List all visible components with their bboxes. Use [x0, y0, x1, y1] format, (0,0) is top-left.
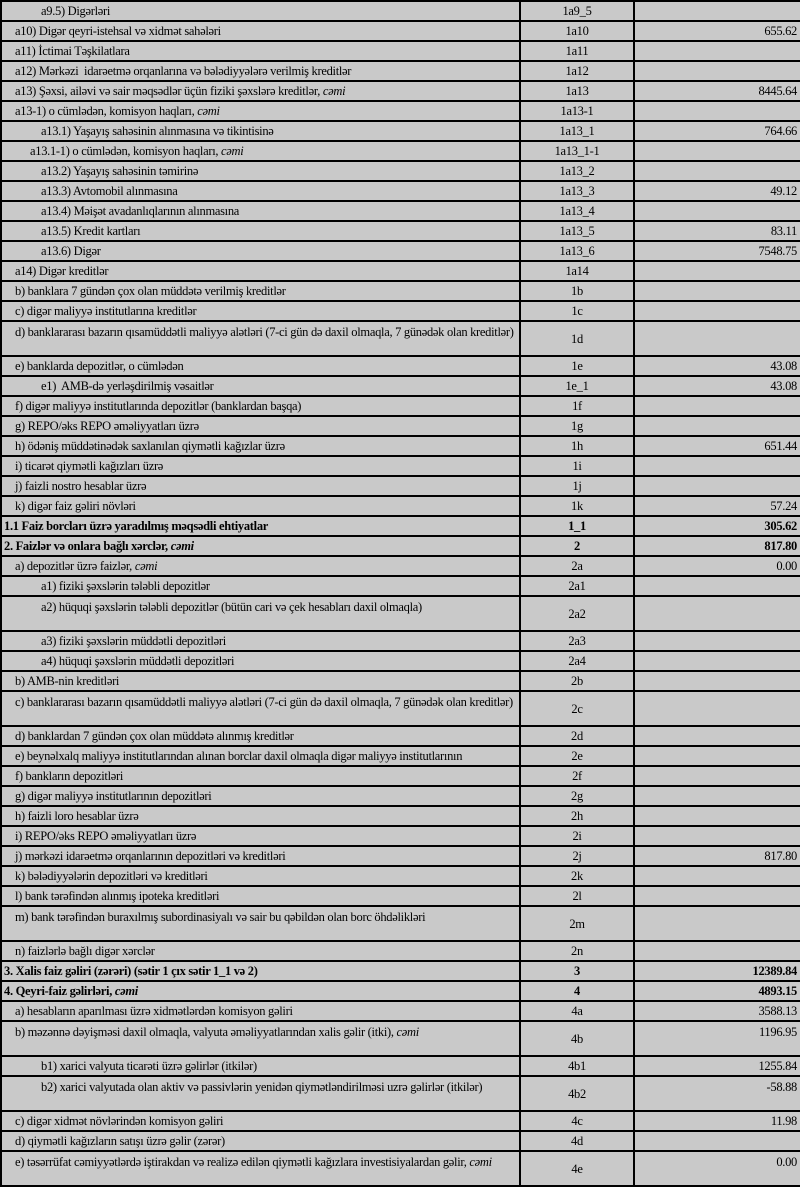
- row-description: [2, 302, 521, 320]
- row-value: 8445.64: [758, 84, 797, 98]
- row-description-text: g) digər maliyyə institutlarının depozitləri: [15, 789, 212, 803]
- row-code: 1a13_6: [521, 242, 635, 260]
- row-description-text: a13.6) Digər: [41, 244, 101, 258]
- row-code: 1_1: [521, 517, 635, 535]
- table-row: [2, 417, 800, 437]
- row-value: [635, 202, 800, 220]
- table-row: [2, 767, 800, 787]
- row-description-em: cəmi: [322, 84, 346, 98]
- row-description: [2, 982, 521, 1000]
- row-description: [2, 652, 521, 670]
- row-value: 651.44: [764, 439, 797, 453]
- row-description-text: a2) hüquqi şəxslərin tələbli depozitlər (bütün cari və çek hesabları daxil olmaqla): [41, 600, 422, 614]
- row-description-text: 1.1 Faiz borcları üzrə yaradılmış məqsədli ehtiyatlar: [4, 519, 269, 533]
- row-value: 764.66: [764, 124, 797, 138]
- row-description-text: g) REPO/əks REPO əməliyyatları üzrə: [15, 419, 199, 433]
- table-row: [2, 437, 800, 457]
- row-description: [2, 942, 521, 960]
- row-description-text: i) REPO/əks REPO əməliyyatları üzrə: [15, 829, 197, 843]
- row-description-text: j) faizli nostro hesablar üzrə: [15, 479, 147, 493]
- row-description: [2, 102, 521, 120]
- row-value: [635, 262, 800, 280]
- row-code: 2n: [521, 942, 635, 960]
- row-description: [2, 437, 521, 455]
- row-value: [635, 747, 800, 765]
- table-row: [2, 672, 800, 692]
- table-row: [2, 62, 800, 82]
- row-description: [2, 747, 521, 765]
- row-value: [635, 907, 800, 940]
- row-code: 4: [521, 982, 635, 1000]
- table-row: [2, 42, 800, 62]
- row-value: 0.00: [776, 1155, 797, 1169]
- table-row: [2, 2, 800, 22]
- row-description: [2, 377, 521, 395]
- row-description: [2, 577, 521, 595]
- row-value: [635, 457, 800, 475]
- table-row: [2, 1002, 800, 1022]
- row-code: 1e_1: [521, 377, 635, 395]
- row-description: [2, 632, 521, 650]
- row-description: [2, 1132, 521, 1150]
- row-value: 655.62: [764, 24, 797, 38]
- row-value: 817.80: [764, 539, 797, 553]
- row-code: 2i: [521, 827, 635, 845]
- row-description: [2, 962, 521, 980]
- row-code: 3: [521, 962, 635, 980]
- row-value: 7548.75: [758, 244, 797, 258]
- row-code: 1g: [521, 417, 635, 435]
- row-description: [2, 1022, 521, 1055]
- table-row: [2, 597, 800, 632]
- row-description-em: cəmi: [469, 1155, 492, 1169]
- table-row: [2, 907, 800, 942]
- row-code: 4b: [521, 1022, 635, 1055]
- row-description-em: cəmi: [396, 1025, 419, 1039]
- row-description: [2, 357, 521, 375]
- row-value: [635, 672, 800, 690]
- row-value: 3588.13: [758, 1004, 797, 1018]
- row-value: [635, 282, 800, 300]
- row-code: 1a13: [521, 82, 635, 100]
- table-row: [2, 652, 800, 672]
- row-description-text: a1) fiziki şəxslərin tələbli depozitlər: [41, 579, 210, 593]
- row-code: 1i: [521, 457, 635, 475]
- row-description-text: e1) AMB-də yerləşdirilmiş vəsaitlər: [41, 379, 214, 393]
- table-row: [2, 747, 800, 767]
- row-code: 2m: [521, 907, 635, 940]
- table-row: [2, 517, 800, 537]
- row-description-text: a13.3) Avtomobil alınmasına: [41, 184, 178, 198]
- row-value: 11.98: [770, 1114, 797, 1128]
- row-value: 4893.15: [758, 984, 797, 998]
- row-description: [2, 457, 521, 475]
- row-code: 2: [521, 537, 635, 555]
- row-value: [635, 787, 800, 805]
- row-code: 4c: [521, 1112, 635, 1130]
- row-description-em: cəmi: [170, 539, 194, 553]
- table-row: [2, 202, 800, 222]
- row-description-text: a13.2) Yaşayış sahəsinin təmirinə: [41, 164, 199, 178]
- row-value: -58.88: [766, 1080, 797, 1094]
- row-description: [2, 727, 521, 745]
- row-description-text: f) bankların depozitləri: [15, 769, 124, 783]
- row-value: 57.24: [770, 499, 797, 513]
- row-description-text: a3) fiziki şəxslərin müddətli depozitləri: [41, 634, 226, 648]
- row-description-em: cəmi: [197, 104, 220, 118]
- row-description: [2, 202, 521, 220]
- row-description-text: j) mərkəzi idarəetmə orqanlarının depozitləri və kreditləri: [15, 849, 286, 863]
- table-row: [2, 787, 800, 807]
- table-row: [2, 887, 800, 907]
- row-value: [635, 102, 800, 120]
- row-description: [2, 142, 521, 160]
- row-description-text: a) depozitlər üzrə faizlər,: [15, 559, 135, 573]
- row-description-text: c) digər maliyyə institutlarına kreditlər: [15, 304, 197, 318]
- row-description: [2, 242, 521, 260]
- table-row: [2, 82, 800, 102]
- table-row: [2, 322, 800, 357]
- row-description: [2, 1002, 521, 1020]
- row-value: [635, 1132, 800, 1150]
- row-description-text: h) ödəniş müddətinədək saxlanılan qiymətli kağızlar üzrə: [15, 439, 285, 453]
- row-code: 1h: [521, 437, 635, 455]
- row-description: [2, 497, 521, 515]
- row-value: [635, 727, 800, 745]
- row-code: 2b: [521, 672, 635, 690]
- row-description-text: k) digər faiz gəliri növləri: [15, 499, 136, 513]
- row-description-text: e) təsərrüfat cəmiyyətlərdə iştirakdan və realizə edilən qiymətli kağızlara investisiyalardan gəlir,: [15, 1155, 470, 1169]
- row-description-text: a10) Digər qeyri-istehsal və xidmət sahələri: [15, 24, 221, 38]
- row-description-text: a14) Digər kreditlər: [15, 264, 109, 278]
- row-code: 4e: [521, 1152, 635, 1185]
- row-description-text: a11) İctimai Təşkilatlara: [15, 44, 130, 58]
- row-value: [635, 477, 800, 495]
- row-description-text: n) faizlərlə bağlı digər xərclər: [15, 944, 155, 958]
- row-code: 1a13_3: [521, 182, 635, 200]
- row-code: 1a13_1-1: [521, 142, 635, 160]
- row-code: 2a1: [521, 577, 635, 595]
- row-code: 2e: [521, 747, 635, 765]
- row-code: 2g: [521, 787, 635, 805]
- table-row: [2, 22, 800, 42]
- row-description-text: b2) xarici valyutada olan aktiv və passivlərin yenidən qiymətləndirilməsi uzrə gəlirlər (itkilər): [41, 1080, 483, 1094]
- row-code: 1a13_4: [521, 202, 635, 220]
- table-row: [2, 477, 800, 497]
- row-value: [635, 942, 800, 960]
- row-description-em: cəmi: [114, 984, 138, 998]
- row-code: 1a9_5: [521, 2, 635, 20]
- table-row: [2, 942, 800, 962]
- row-description: [2, 322, 521, 355]
- row-code: 1k: [521, 497, 635, 515]
- table-row: [2, 1152, 800, 1187]
- row-code: 1a13_5: [521, 222, 635, 240]
- row-description-text: a13-1) o cümlədən, komisyon haqları,: [15, 104, 198, 118]
- row-code: 4d: [521, 1132, 635, 1150]
- row-description-em: cəmi: [221, 144, 244, 158]
- row-description-text: l) bank tərəfindən alınmış ipoteka kreditləri: [15, 889, 220, 903]
- row-value: [635, 632, 800, 650]
- row-description: [2, 692, 521, 725]
- table-row: [2, 807, 800, 827]
- row-description: [2, 397, 521, 415]
- table-row: [2, 357, 800, 377]
- row-code: 1a10: [521, 22, 635, 40]
- row-description-text: b) məzənnə dəyişməsi daxil olmaqla, valyuta əməliyyatlarından xalis gəlir (itki),: [15, 1025, 397, 1039]
- row-code: 2c: [521, 692, 635, 725]
- row-value: 43.08: [770, 379, 797, 393]
- row-value: [635, 577, 800, 595]
- row-description: [2, 1152, 521, 1185]
- row-description: [2, 1057, 521, 1075]
- row-description: [2, 182, 521, 200]
- row-value: [635, 302, 800, 320]
- table-row: [2, 377, 800, 397]
- row-description-text: 3. Xalis faiz gəliri (zərəri) (sətir 1 çıx sətir 1_1 və 2): [4, 964, 258, 978]
- table-row: [2, 962, 800, 982]
- table-row: [2, 142, 800, 162]
- row-code: 1a13_2: [521, 162, 635, 180]
- row-value: [635, 62, 800, 80]
- row-description: [2, 907, 521, 940]
- table-row: [2, 557, 800, 577]
- row-code: 1a12: [521, 62, 635, 80]
- row-code: 2a4: [521, 652, 635, 670]
- table-row: [2, 537, 800, 557]
- row-code: 4b2: [521, 1077, 635, 1110]
- row-description: [2, 557, 521, 575]
- row-value: [635, 397, 800, 415]
- table-row: [2, 727, 800, 747]
- row-value: [635, 322, 800, 355]
- table-row: [2, 1077, 800, 1112]
- row-description: [2, 597, 521, 630]
- row-description-text: e) beynəlxalq maliyyə institutlarından alınan borclar daxil olmaqla digər maliyyə institutlarının: [15, 749, 463, 763]
- table-row: [2, 577, 800, 597]
- row-code: 1j: [521, 477, 635, 495]
- row-description-text: a) hesabların aparılması üzrə xidmətlərdən komisyon gəliri: [15, 1004, 293, 1018]
- row-description: [2, 787, 521, 805]
- table-row: [2, 692, 800, 727]
- table-row: [2, 1132, 800, 1152]
- row-code: 2h: [521, 807, 635, 825]
- row-description-text: f) digər maliyyə institutlarında depozitlər (banklardan başqa): [15, 399, 302, 413]
- row-description-text: b1) xarici valyuta ticarəti üzrə gəlirlər (itkilər): [41, 1059, 257, 1073]
- table-row: [2, 827, 800, 847]
- row-description-text: b) AMB-nin kreditləri: [15, 674, 120, 688]
- row-description: [2, 262, 521, 280]
- row-description-text: a12) Mərkəzi idarəetmə orqanlarına və bələdiyyələrə verilmiş kreditlər: [15, 64, 352, 78]
- row-description-text: c) digər xidmət növlərindən komisyon gəliri: [15, 1114, 224, 1128]
- table-row: [2, 867, 800, 887]
- row-description-text: a4) hüquqi şəxslərin müddətli depozitləri: [41, 654, 235, 668]
- row-description: [2, 222, 521, 240]
- row-description: [2, 537, 521, 555]
- row-description: [2, 42, 521, 60]
- row-value: [635, 597, 800, 630]
- row-code: 1b: [521, 282, 635, 300]
- row-description: [2, 417, 521, 435]
- row-description-text: d) qiymətli kağızların satışı üzrə gəlir (zərər): [15, 1134, 225, 1148]
- row-value: 43.08: [770, 359, 797, 373]
- row-value: [635, 2, 800, 20]
- row-description-text: d) banklardan 7 gündən çox olan müddətə alınmış kreditlər: [15, 729, 294, 743]
- row-description-text: a13.4) Məişət avadanlıqlarının alınmasına: [41, 204, 240, 218]
- row-value: [635, 887, 800, 905]
- row-value: [635, 652, 800, 670]
- row-description: [2, 1112, 521, 1130]
- table-row: [2, 847, 800, 867]
- table-row: [2, 1057, 800, 1077]
- row-description: [2, 22, 521, 40]
- row-description: [2, 847, 521, 865]
- row-description-text: d) banklararası bazarın qısamüddətli maliyyə alətləri (7-ci gün də daxil olmaqla, 7 günədək olan kreditlər): [15, 325, 514, 339]
- row-code: 1a11: [521, 42, 635, 60]
- row-code: 2a: [521, 557, 635, 575]
- row-description-text: k) bələdiyyələrin depozitləri və kreditləri: [15, 869, 208, 883]
- row-value: [635, 162, 800, 180]
- table-row: [2, 457, 800, 477]
- row-description-text: b) banklara 7 gündən çox olan müddətə verilmiş kreditlər: [15, 284, 286, 298]
- row-code: 2f: [521, 767, 635, 785]
- table-row: [2, 262, 800, 282]
- table-row: [2, 122, 800, 142]
- row-value: 12389.84: [752, 964, 797, 978]
- row-code: 2d: [521, 727, 635, 745]
- row-value: 0.00: [776, 559, 797, 573]
- row-value: [635, 692, 800, 725]
- row-value: 83.11: [770, 224, 797, 238]
- row-value: [635, 867, 800, 885]
- row-value: 305.62: [764, 519, 797, 533]
- row-code: 4a: [521, 1002, 635, 1020]
- row-description-text: a9.5) Digərləri: [41, 4, 111, 18]
- row-code: 1a13_1: [521, 122, 635, 140]
- table-row: [2, 222, 800, 242]
- table-row: [2, 242, 800, 262]
- row-description-text: c) banklararası bazarın qısamüddətli maliyyə alətləri (7-ci gün də daxil olmaqla, 7 günədək olan kreditlər): [15, 695, 513, 709]
- row-value: 49.12: [770, 184, 797, 198]
- table-row: [2, 302, 800, 322]
- row-code: 4b1: [521, 1057, 635, 1075]
- row-description: [2, 282, 521, 300]
- row-description-text: e) banklarda depozitlər, o cümlədən: [15, 359, 184, 373]
- row-description-text: 4. Qeyri-faiz gəlirləri,: [4, 984, 115, 998]
- row-description: [2, 807, 521, 825]
- table-row: [2, 1112, 800, 1132]
- row-description: [2, 1077, 521, 1110]
- row-code: 2a2: [521, 597, 635, 630]
- row-description-text: i) ticarət qiymətli kağızları üzrə: [15, 459, 164, 473]
- row-description: [2, 162, 521, 180]
- row-code: 2a3: [521, 632, 635, 650]
- row-description: [2, 867, 521, 885]
- table-row: [2, 982, 800, 1002]
- table-row: [2, 397, 800, 417]
- row-value: [635, 142, 800, 160]
- row-value: [635, 767, 800, 785]
- row-description-text: a13.5) Kredit kartları: [41, 224, 141, 238]
- row-code: 1a13-1: [521, 102, 635, 120]
- row-description: [2, 62, 521, 80]
- row-description: [2, 477, 521, 495]
- row-description-text: a13) Şəxsi, ailəvi və sair məqsədlər üçün fiziki şəxslərə kreditlər,: [15, 84, 323, 98]
- row-value: [635, 417, 800, 435]
- row-code: 1e: [521, 357, 635, 375]
- table-row: [2, 1022, 800, 1057]
- row-code: 1a14: [521, 262, 635, 280]
- table-row: [2, 162, 800, 182]
- row-description: [2, 827, 521, 845]
- row-description-text: a13.1) Yaşayış sahəsinin alınmasına və tikintisinə: [41, 124, 274, 138]
- row-description-text: 2. Faizlər və onlara bağlı xərclər,: [4, 539, 171, 553]
- row-value: 1255.84: [758, 1059, 797, 1073]
- row-value: [635, 42, 800, 60]
- row-description: [2, 2, 521, 20]
- row-value: [635, 807, 800, 825]
- row-code: 2j: [521, 847, 635, 865]
- row-description-em: cəmi: [134, 559, 158, 573]
- row-code: 1f: [521, 397, 635, 415]
- row-code: 2l: [521, 887, 635, 905]
- row-value: 1196.95: [758, 1025, 797, 1039]
- table-row: [2, 102, 800, 122]
- row-description: [2, 672, 521, 690]
- row-description: [2, 122, 521, 140]
- table-row: [2, 497, 800, 517]
- table-row: [2, 632, 800, 652]
- row-value: 817.80: [764, 849, 797, 863]
- row-code: 1d: [521, 322, 635, 355]
- table-row: [2, 182, 800, 202]
- row-description-text: m) bank tərəfindən buraxılmış subordinasiyalı və sair bu qəbildən olan borc öhdəlikləri: [15, 910, 426, 924]
- row-code: 1c: [521, 302, 635, 320]
- row-description: [2, 82, 521, 100]
- row-description-text: h) faizli loro hesablar üzrə: [15, 809, 139, 823]
- row-description: [2, 517, 521, 535]
- row-value: [635, 827, 800, 845]
- row-description: [2, 887, 521, 905]
- row-description: [2, 767, 521, 785]
- row-code: 2k: [521, 867, 635, 885]
- row-description-text: a13.1-1) o cümlədən, komisyon haqları,: [30, 144, 222, 158]
- table-row: [2, 282, 800, 302]
